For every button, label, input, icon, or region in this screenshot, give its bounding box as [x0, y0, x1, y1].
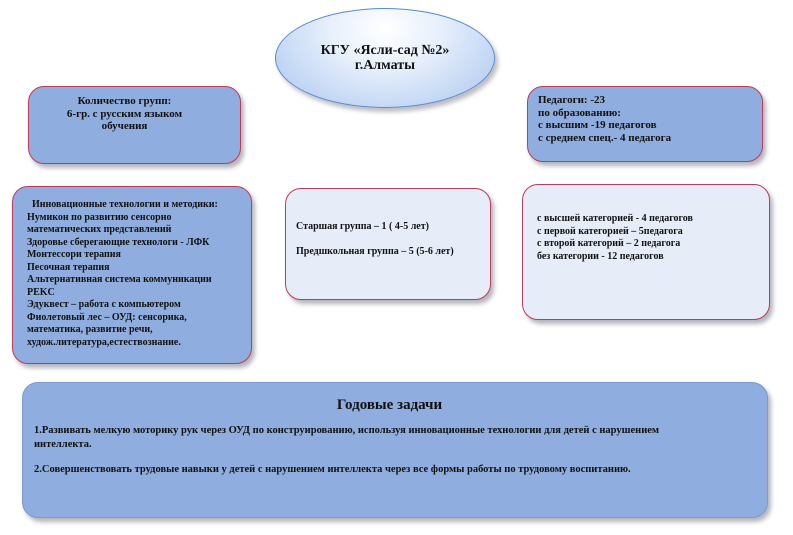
category-highest: с высшей категорией - 4 педагогов [537, 213, 693, 224]
task2: 2.Совершенствовать трудовые навыки у детей с нарушением интеллекта через все формы работы по трудовому воспитанию. [34, 464, 631, 475]
innovations-item: Фиолетовый лес – ОУД: сенсорика, [27, 311, 187, 323]
teachers-line4: с среднем спец.- 4 педагога [538, 131, 672, 144]
groups-box [28, 86, 241, 164]
age-group-preschool: Предшкольная группа – 5 (5-6 лет) [296, 245, 454, 257]
teachers-line3: с высшим -19 педагогов [538, 119, 657, 131]
innovations-item: Монтессори терапия [27, 249, 121, 260]
teachers-line1: Педагоги: -23 [538, 94, 605, 106]
innovations-item: Эдуквест – работа с компьютером [27, 299, 181, 310]
categories-box [522, 184, 770, 320]
innovations-item: Альтернативная система коммуникации [27, 274, 212, 285]
teachers-box [527, 86, 763, 162]
age-groups-box [285, 188, 491, 300]
task1-line1: 1.Развивать мелкую моторику рук через ОУД по конструированию, используя инновационные технологии для детей с нарушением [34, 425, 660, 436]
annual-tasks-heading: Годовые задачи [336, 397, 443, 413]
innovations-item: математика, развитие речи, [27, 324, 153, 335]
task1-line2: интеллекта. [34, 439, 92, 450]
groups-line3: обучения [101, 120, 148, 132]
innovations-item: Здоровье сберегающие технологи - ЛФК [27, 236, 210, 248]
category-none: без категории - 12 педагогов [537, 250, 664, 262]
category-second: с второй категорий – 2 педагога [537, 238, 681, 249]
innovations-item: PEKC [27, 286, 55, 298]
annual-tasks-box [22, 382, 768, 518]
teachers-line2: по образованию: [538, 106, 621, 119]
innovations-item: Инновационные технологии и методики: [27, 199, 218, 210]
groups-line1: Количество групп: [77, 95, 172, 107]
title-ellipse [275, 8, 495, 108]
innovations-box [12, 186, 252, 364]
innovations-item: Песочная терапия [27, 261, 110, 273]
innovations-item: худож.литература,естествознание. [27, 336, 181, 348]
title-line1: КГУ «Ясли-сад №2» [320, 43, 450, 58]
category-first: с первой категорией – 5педагога [537, 225, 683, 237]
groups-line2: 6-гр. с русским языком [66, 107, 183, 120]
title-line2: г.Алматы [354, 58, 416, 73]
innovations-item: математических представлений [27, 224, 172, 235]
innovations-item: Нумикон по развитию сенсорно [27, 211, 172, 223]
age-group-senior: Старшая группа – 1 ( 4-5 лет) [296, 221, 429, 232]
